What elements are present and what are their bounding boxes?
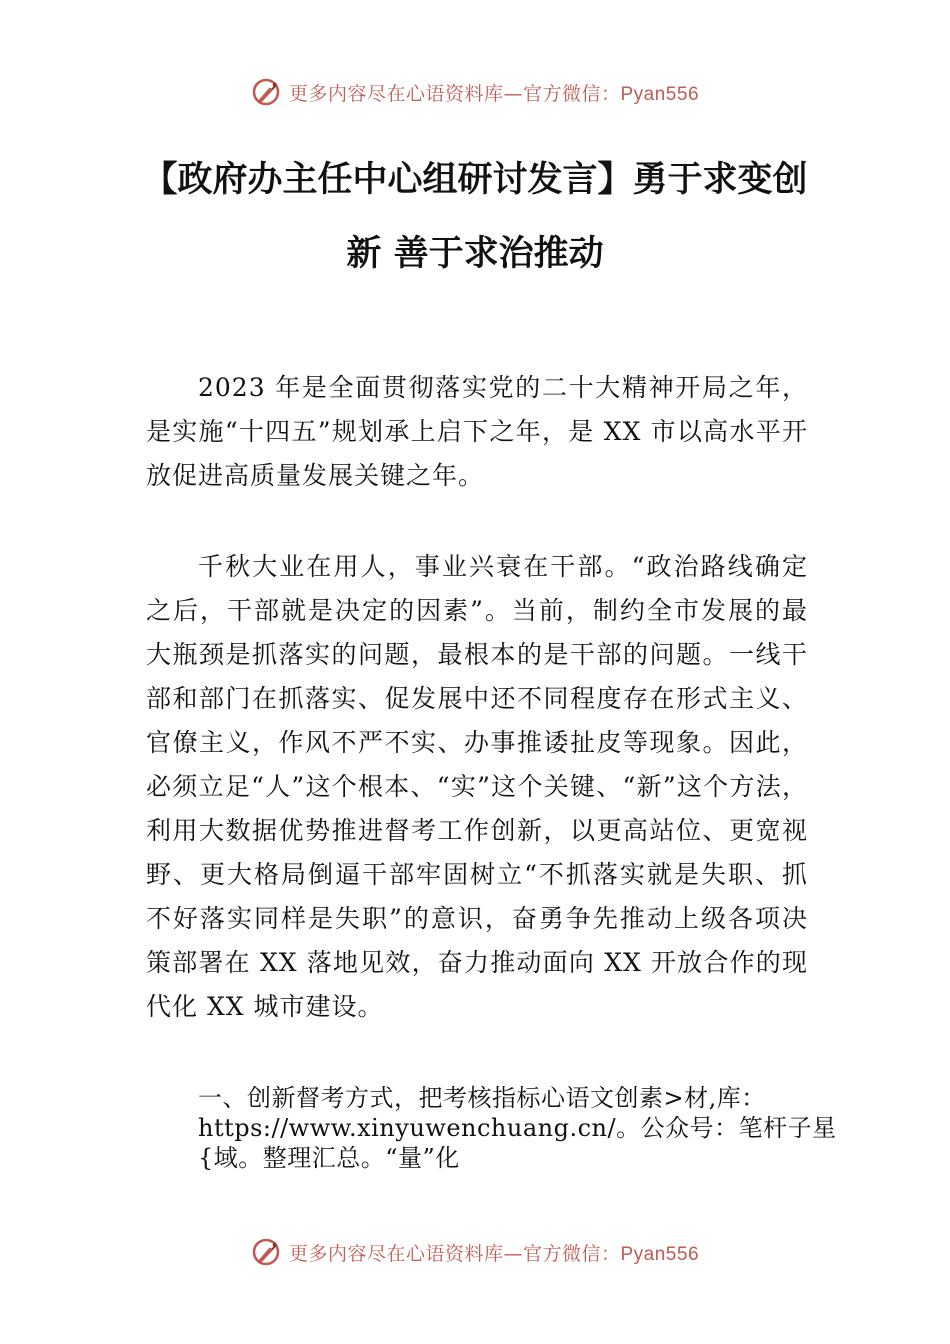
header-banner (0, 72, 950, 112)
section-heading-line2: https://www.xinyuwenchuang.cn/。公众号：笔杆子星 (198, 1114, 837, 1142)
paragraph-intro: 2023 年是全面贯彻落实党的二十大精神开局之年，是实施“十四五”规划承上启下之年，是 XX 市以高水平开放促进高质量发展关键之年。 (146, 373, 808, 490)
document-title-line2: 新 善于求治推动 (346, 234, 604, 274)
pen-nib-logo-icon (251, 77, 281, 107)
header-banner-text: 更多内容尽在心语资料库—官方微信：Pyan556 (288, 82, 700, 105)
header-wechat-id: Pyan556 (620, 83, 700, 105)
footer-banner-text: 更多内容尽在心语资料库—官方微信：Pyan556 (288, 1242, 700, 1265)
footer-wechat-id: Pyan556 (620, 1243, 700, 1265)
paragraph-cadre: 千秋大业在用人，事业兴衰在干部。“政治路线确定之后，干部就是决定的因素”。当前，制约全市发展的最大瓶颈是抓落实的问题，最根本的是干部的问题。一线干部和部门在抓落实、促发展中还不同程度存在形式主义、官僚主义，作风不严不实、办事推诿扯皮等现象。因此，必须立足“人”这个根本、“实”这个关键、“新”这个方法，利用大数据优势推进督考工作创新，以更高站位、更宽视野、更大格局倒逼干部牢固树立“不抓落实就是失职、抓不好落实同样是失职”的意识，奋勇争先推动上级各项决策部署在 XX 落地见效，奋力推动面向 XX 开放合作的现代化 XX 城市建设。 (146, 552, 808, 1021)
section-heading-line1: 一、创新督考方式，把考核指标心语文创素>材,库： (198, 1084, 766, 1112)
pen-nib-logo-icon (251, 1237, 281, 1267)
footer-banner (0, 1232, 950, 1272)
document-title-line1: 【政府办主任中心组研讨发言】勇于求变创 (142, 160, 808, 200)
section-heading-one (198, 1083, 858, 1173)
section-heading-line3: {域。整理汇总。“量”化 (198, 1144, 460, 1172)
